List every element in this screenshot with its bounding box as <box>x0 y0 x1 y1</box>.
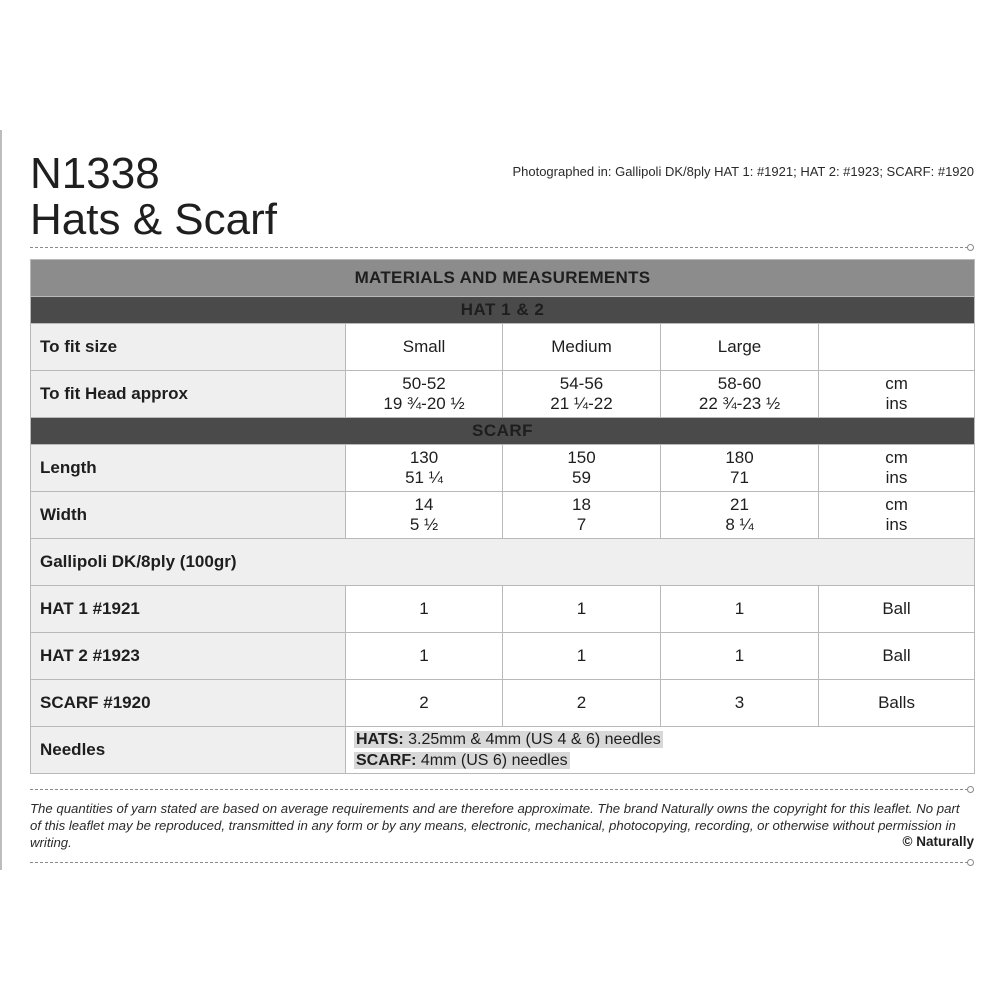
pattern-code: N1338 <box>30 149 160 198</box>
divider-end-dot <box>967 786 974 793</box>
section-hat: HAT 1 & 2 <box>31 297 975 324</box>
table-row-length: Length 130 51 ¼ 150 59 180 71 cm ins <box>31 445 975 492</box>
table-row-hat1: HAT 1 #1921 1 1 1 Ball <box>31 586 975 633</box>
dashed-divider-middle <box>30 789 968 790</box>
table-row-hat2: HAT 2 #1923 1 1 1 Ball <box>31 633 975 680</box>
table-row-head: To fit Head approx 50-52 19 ¾-20 ½ 54-56 21 ¼-22 58-60 22 ¾-23 ½ cm ins <box>31 371 975 418</box>
table-row-fit-size: To fit size Small Medium Large <box>31 324 975 371</box>
copyright-mark: © Naturally <box>902 834 974 849</box>
table-row-needles: Needles HATS: 3.25mm & 4mm (US 4 & 6) needles SCARF: 4mm (US 6) needles <box>31 727 975 774</box>
copyright-footnote: The quantities of yarn stated are based on average requirements and are therefore approximate. The brand Naturally owns the copyright for this leaflet. No part of this leaflet may be reproduced, transmitted in any form or by any means, electronic, mechanical, photocopying, recording, or otherwise without permission in writing. <box>30 801 960 850</box>
divider-end-dot <box>967 244 974 251</box>
dashed-divider-top <box>30 247 968 248</box>
section-scarf: SCARF <box>31 418 975 445</box>
table-row-width: Width 14 5 ½ 18 7 21 8 ¼ cm ins <box>31 492 975 539</box>
pattern-title: Hats & Scarf <box>30 195 277 244</box>
left-border-rule <box>0 130 2 870</box>
dashed-divider-bottom <box>30 862 968 863</box>
divider-end-dot <box>967 859 974 866</box>
photographed-in-note: Photographed in: Gallipoli DK/8ply HAT 1: #1921; HAT 2: #1923; SCARF: #1920 <box>512 164 974 179</box>
materials-heading: MATERIALS AND MEASUREMENTS <box>31 260 975 297</box>
materials-table <box>30 259 975 774</box>
table-row-scarf: SCARF #1920 2 2 3 Balls <box>31 680 975 727</box>
table-row-yarn: Gallipoli DK/8ply (100gr) <box>31 539 975 586</box>
